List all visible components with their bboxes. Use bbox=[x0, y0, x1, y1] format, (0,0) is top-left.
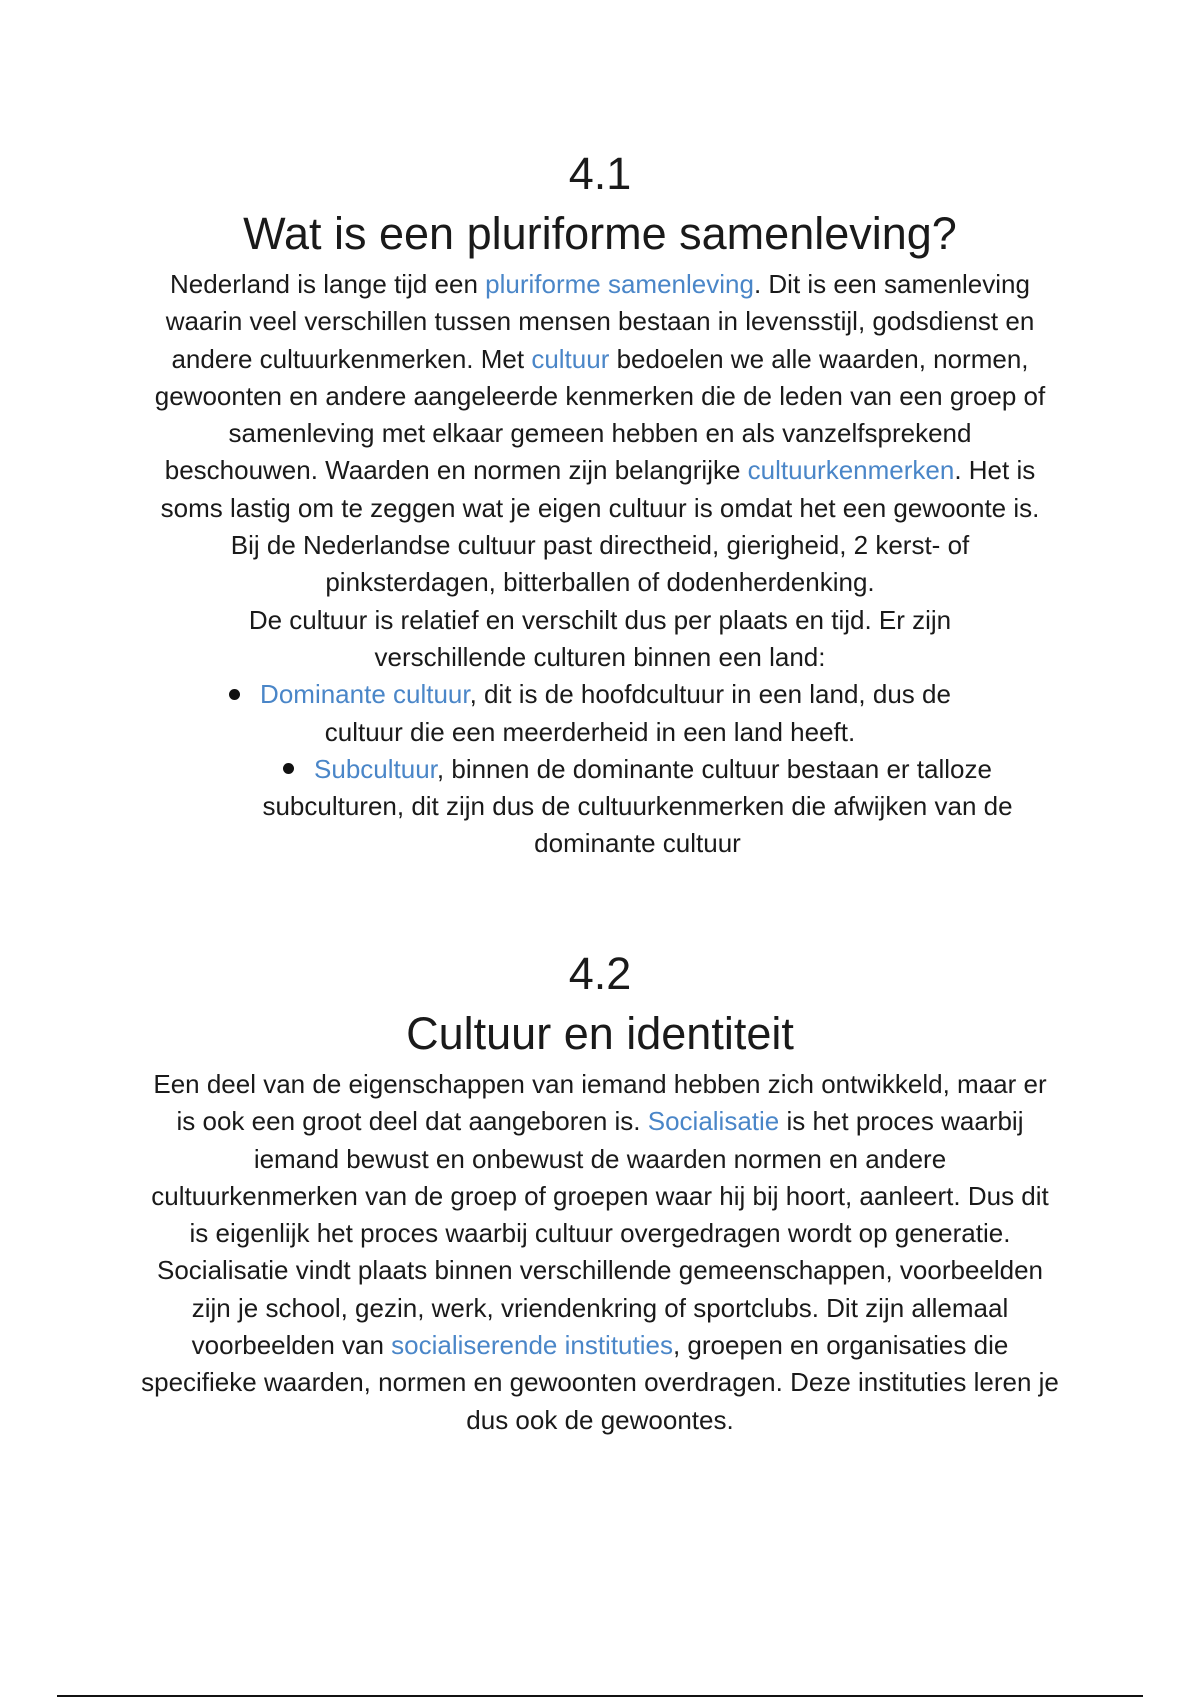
section-4-2 bbox=[140, 946, 1060, 1439]
list-item-subcultuur bbox=[140, 751, 1060, 863]
term-dominante-cultuur: Dominante cultuur bbox=[260, 679, 470, 710]
page-bottom-divider bbox=[57, 1695, 1143, 1697]
paragraph-relatief: De cultuur is relatief en verschilt dus per plaats en tijd. Er zijn verschillende culturen binnen een land: bbox=[248, 604, 952, 672]
section-number: 4.1 bbox=[568, 148, 632, 199]
section-4-1 bbox=[140, 146, 1060, 863]
paragraph-pluriforme bbox=[140, 266, 1060, 602]
paragraph-instituties bbox=[140, 1252, 1060, 1438]
paragraph-text: . Het is soms lastig om te zeggen wat je eigen cultuur is omdat het een gewoonte is. Bij de Nederlandse cultuur past directheid, gierigheid, 2 kerst- of pinksterdagen, bitterballen of dodenherdenking. bbox=[160, 455, 1040, 598]
list-item-text: , dit is de hoofdcultuur in een land, dus de cultuur die een meerderheid in een land heeft. bbox=[324, 679, 951, 747]
section-title: Wat is een pluriforme samenleving? bbox=[243, 208, 957, 259]
section-title: Cultuur en identiteit bbox=[406, 1008, 794, 1059]
bullet-icon bbox=[283, 763, 294, 774]
paragraph-text: Socialisatie vindt plaats binnen verschillende gemeenschappen, voorbeelden zijn je school, gezin, werk, vriendenkring of sportclubs. Dit zijn allemaal voorbeelden van bbox=[156, 1255, 1044, 1361]
bullet-icon bbox=[229, 689, 240, 700]
paragraph-text: , groepen en organisaties die specifieke waarden, normen en gewoonten overdragen. Deze instituties leren je dus ook de gewoontes. bbox=[141, 1330, 1059, 1435]
term-socialisatie: Socialisatie bbox=[647, 1106, 780, 1137]
list-item-dominante-cultuur bbox=[140, 676, 1060, 751]
paragraph-text: . Dit is een samenleving waarin veel verschillen tussen mensen bestaan in levensstijl, godsdienst en andere cultuurkenmerken. Met bbox=[165, 269, 1035, 374]
term-socialiserende-instituties: socialiserende instituties bbox=[391, 1330, 673, 1361]
paragraph-text: is het proces waarbij iemand bewust en onbewust de waarden normen en andere cultuurkenmerken van de groep of groepen waar hij bij hoort, aanleert. Dus dit is eigenlijk het proces waarbij cultuur overgedragen wordt op generatie. bbox=[151, 1106, 1049, 1249]
paragraph-text: Een deel van de eigenschappen van iemand hebben zich ontwikkeld, maar er is ook een groot deel dat aangeboren is. bbox=[153, 1069, 1047, 1137]
paragraph-text: Nederland is lange tijd een bbox=[170, 269, 486, 299]
term-cultuurkenmerken: cultuurkenmerken bbox=[747, 455, 955, 486]
term-pluriforme-samenleving: pluriforme samenleving bbox=[485, 269, 754, 299]
paragraph-text: bedoelen we alle waarden, normen, gewoonten en andere aangeleerde kenmerken die de leden van een groep of samenleving met elkaar gemeen hebben en als vanzelfsprekend beschouwen. Waarden en normen zijn belangrijke bbox=[154, 343, 1046, 486]
culture-types-list bbox=[140, 676, 1060, 862]
paragraph-socialisatie bbox=[140, 1066, 1060, 1252]
term-cultuur: cultuur bbox=[531, 343, 610, 374]
term-subcultuur: Subcultuur bbox=[314, 753, 437, 784]
list-item-text: , binnen de dominante cultuur bestaan er talloze subculturen, dit zijn dus de cultuurkenmerken die afwijken van de dominante cultuur bbox=[262, 753, 1013, 859]
section-number: 4.2 bbox=[568, 948, 632, 999]
